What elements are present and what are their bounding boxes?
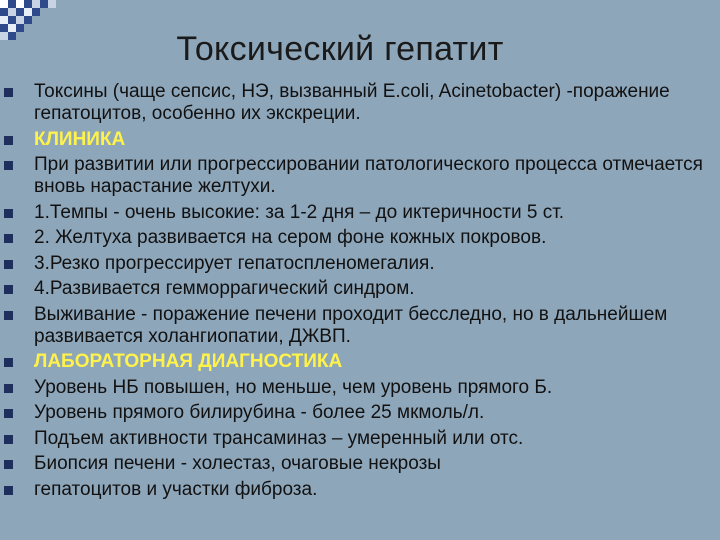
square-bullet-icon (4, 234, 13, 243)
bullet-text: 2. Желтуха развивается на сером фоне кожных покровов. (34, 227, 547, 248)
square-bullet-icon (4, 435, 13, 444)
square-bullet-icon (4, 311, 13, 320)
square-bullet-icon (4, 285, 13, 294)
square-bullet-icon (4, 136, 13, 145)
bullet-item (0, 304, 720, 348)
bullet-item (0, 453, 720, 475)
bullet-item (0, 202, 720, 224)
bullet-text: КЛИНИКА (34, 128, 126, 150)
bullet-text: Подъем активности трансаминаз – умеренный или отс. (34, 427, 524, 449)
bullet-item (0, 154, 720, 198)
bullet-text: Биопсия печени - холестаз, очаговые некрозы (34, 453, 441, 474)
bullet-item (0, 377, 720, 399)
square-bullet-icon (4, 358, 13, 367)
square-bullet-icon (4, 161, 13, 170)
bullet-item (0, 479, 720, 501)
bullet-text: При развитии или прогрессировании патологического процесса отмечается вновь нарастание желтухи. (34, 154, 703, 197)
bullet-item (0, 227, 720, 249)
square-bullet-icon (4, 209, 13, 218)
bullet-text: 4.Развивается гемморрагический синдром. (34, 278, 415, 299)
bullet-item (0, 129, 720, 151)
bullet-list (0, 81, 720, 504)
square-bullet-icon (4, 409, 13, 418)
bullet-item (0, 351, 720, 373)
bullet-item (0, 278, 720, 300)
bullet-text: гепатоцитов и участки фиброза. (34, 478, 318, 500)
bullet-text: 3.Резко прогрессирует гепатоспленомегалия. (34, 252, 435, 274)
bullet-text: Выживание - поражение печени проходит бесследно, но в дальнейшем развивается холангиопатии, ДЖВП. (34, 303, 668, 347)
square-bullet-icon (4, 384, 13, 393)
square-bullet-icon (4, 260, 13, 269)
bullet-text: Токсины (чаще сепсис, НЭ, вызванный E.coli, Acinetobacter) -поражение гепатоцитов, особенно их экскреции. (34, 81, 670, 124)
square-bullet-icon (4, 460, 13, 469)
bullet-item (0, 81, 720, 125)
slide-title: Токсический гепатит (176, 30, 504, 68)
bullet-item (0, 402, 720, 424)
square-bullet-icon (4, 486, 13, 495)
bullet-text: ЛАБОРАТОРНАЯ ДИАГНОСТИКА (34, 351, 343, 372)
bullet-text: Уровень НБ повышен, но меньше, чем уровень прямого Б. (34, 376, 553, 398)
bullet-item (0, 428, 720, 450)
square-bullet-icon (4, 88, 13, 97)
bullet-text: 1.Темпы - очень высокие: за 1-2 дня – до иктеричности 5 ст. (34, 201, 565, 223)
bullet-text: Уровень прямого билирубина - более 25 мкмоль/л. (34, 402, 485, 423)
bullet-item (0, 253, 720, 275)
